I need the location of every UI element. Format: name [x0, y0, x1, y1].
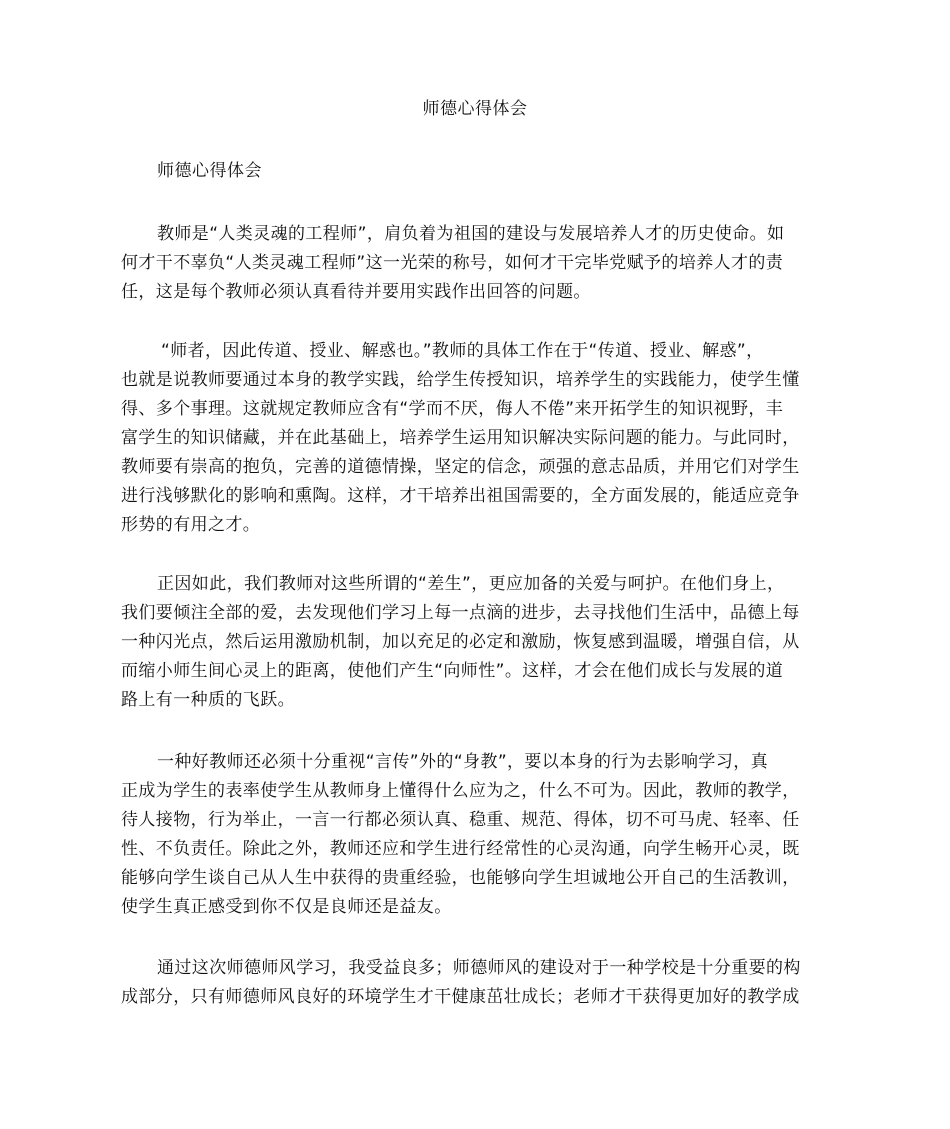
paragraph-line: 我们要倾注全部的爱，去发现他们学习上每一点滴的进步，去寻找他们生活中，品德上每 — [121, 603, 800, 623]
paragraph-4 — [121, 748, 833, 922]
paragraph-line: 富学生的知识储藏，并在此基础上，培养学生运用知识解决实际问题的能力。与此同时， — [121, 428, 800, 448]
paragraph-line: 路上有一种质的飞跃。 — [121, 690, 295, 710]
paragraph-line: “师者，因此传道、授业、解惑也。”教师的具体工作在于“传道、授业、解惑”， — [161, 341, 764, 361]
paragraph-line: 进行浅够默化的影响和熏陶。这样，才干培养出祖国需要的，全方面发展的，能适应竞争 — [121, 486, 800, 506]
paragraph-3 — [121, 570, 833, 715]
paragraph-1 — [121, 220, 833, 307]
paragraph-line: 一种好教师还必须十分重视“言传”外的“身教”，要以本身的行为去影响学习，真 — [157, 752, 769, 772]
paragraph-line: 正成为学生的表率使学生从教师身上懂得什么应为之，什么不可为。因此，教师的教学， — [121, 781, 800, 801]
paragraph-line: 而缩小师生间心灵上的距离，使他们产生“向师性”。这样，才会在他们成长与发展的道 — [121, 661, 784, 681]
paragraph-line: 能够向学生谈自己从人生中获得的贵重经验，也能够向学生坦诚地公开自己的生活教训， — [121, 868, 800, 888]
paragraph-line: 也就是说教师要通过本身的教学实践，给学生传授知识，培养学生的实践能力，使学生懂 — [121, 370, 800, 390]
paragraph-line: 性、不负责任。除此之外，教师还应和学生进行经常性的心灵沟通，向学生畅开心灵，既 — [121, 839, 800, 859]
paragraph-line: 正因如此，我们教师对这些所谓的“差生”，更应加备的关爱与呵护。在他们身上， — [157, 574, 785, 594]
paragraph-line: 待人接物，行为举止，一言一行都必须认真、稳重、规范、得体，切不可马虎、轻率、任 — [121, 810, 800, 830]
paragraph-2 — [121, 337, 833, 540]
paragraph-line: 教师是“人类灵魂的工程师”，肩负着为祖国的建设与发展培养人才的历史使命。如 — [157, 224, 785, 244]
paragraph-line: 任，这是每个教师必须认真看待并要用实践作出回答的问题。 — [121, 282, 591, 302]
section-heading: 师德心得体会 — [157, 161, 262, 181]
paragraph-5 — [121, 954, 833, 1012]
paragraph-line: 成部分，只有师德师风良好的环境学生才干健康茁壮成长；老师才干获得更加好的教学成 — [121, 987, 800, 1007]
paragraph-line: 通过这次师德师风学习，我受益良多；师德师风的建设对于一种学校是十分重要的构 — [157, 958, 801, 978]
paragraph-line: 使学生真正感受到你不仅是良师还是益友。 — [121, 897, 452, 917]
page-title: 师德心得体会 — [422, 99, 528, 119]
paragraph-line: 形势的有用之才。 — [121, 515, 261, 535]
paragraph-line: 得、多个事理。这就规定教师应含有“学而不厌，侮人不倦”来开拓学生的知识视野，丰 — [121, 399, 784, 419]
paragraph-line: 教师要有崇高的抱负，完善的道德情操，坚定的信念，顽强的意志品质，并用它们对学生 — [121, 457, 800, 477]
paragraph-line: 何才干不辜负“人类灵魂工程师”这一光荣的称号，如何才干完毕党赋予的培养人才的责 — [121, 253, 784, 273]
paragraph-line: 一种闪光点，然后运用激励机制，加以充足的必定和激励，恢复感到温暖，增强自信，从 — [121, 632, 800, 652]
